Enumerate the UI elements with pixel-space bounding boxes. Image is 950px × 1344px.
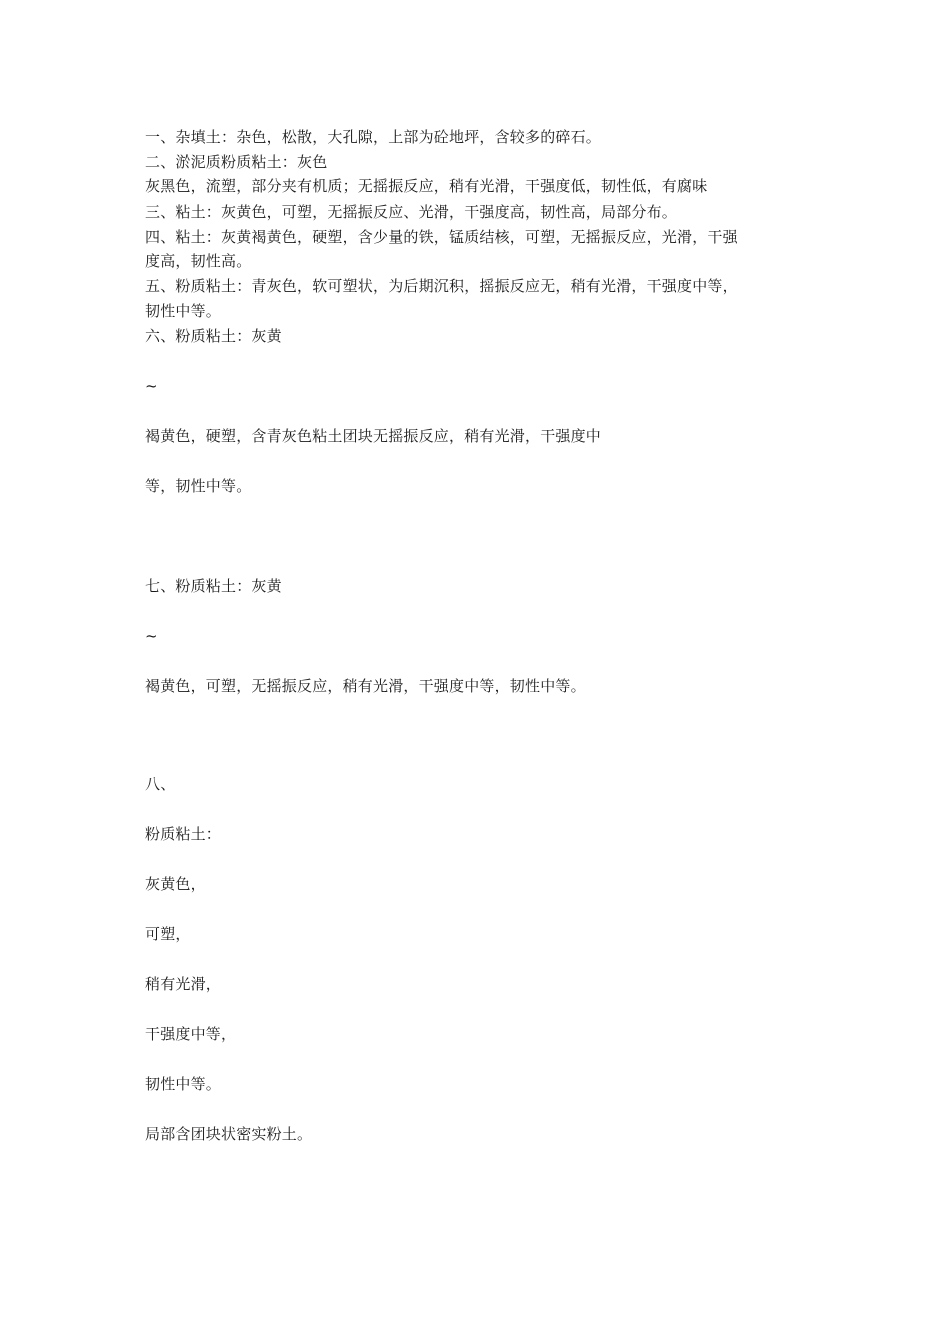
text-line: 可塑，: [145, 925, 191, 943]
text-line: 局部含团块状密实粉土。: [145, 1125, 313, 1143]
text-line: 稍有光滑，: [145, 975, 222, 993]
text-line: 一、杂填土：杂色，松散，大孔隙，上部为砼地坪，含较多的碎石。: [145, 128, 602, 146]
text-line: 干强度中等，: [145, 1025, 237, 1043]
text-line: 七、粉质粘土：灰黄: [145, 577, 282, 595]
tilde-line: ~: [145, 627, 158, 645]
text-line: 四、粘土：灰黄褐黄色，硬塑，含少量的铁，锰质结核，可塑，无摇振反应，光滑，干强: [145, 228, 738, 246]
text-line: 韧性中等。: [145, 1075, 222, 1093]
text-line: 八、: [145, 775, 176, 793]
text-line: 灰黑色，流塑，部分夹有机质；无摇振反应，稍有光滑，干强度低，韧性低，有腐味: [145, 177, 708, 195]
text-line: 褐黄色，硬塑，含青灰色粘土团块无摇振反应，稍有光滑，干强度中: [145, 427, 602, 445]
text-line: 韧性中等。: [145, 302, 222, 320]
tilde-line: ~: [145, 377, 158, 395]
text-line: 五、粉质粘土：青灰色，软可塑状，为后期沉积，摇振反应无，稍有光滑，干强度中等，: [145, 277, 738, 295]
text-line: 度高，韧性高。: [145, 252, 252, 270]
text-line: 褐黄色，可塑，无摇振反应，稍有光滑，干强度中等，韧性中等。: [145, 677, 586, 695]
text-line: 二、淤泥质粉质粘土：灰色: [145, 153, 328, 171]
text-line: 灰黄色，: [145, 875, 206, 893]
text-line: 粉质粘土：: [145, 825, 222, 843]
text-line: 六、粉质粘土：灰黄: [145, 327, 282, 345]
text-line: 三、粘土：灰黄色，可塑，无摇振反应、光滑，干强度高，韧性高，局部分布。: [145, 203, 678, 221]
text-line: 等，韧性中等。: [145, 477, 252, 495]
